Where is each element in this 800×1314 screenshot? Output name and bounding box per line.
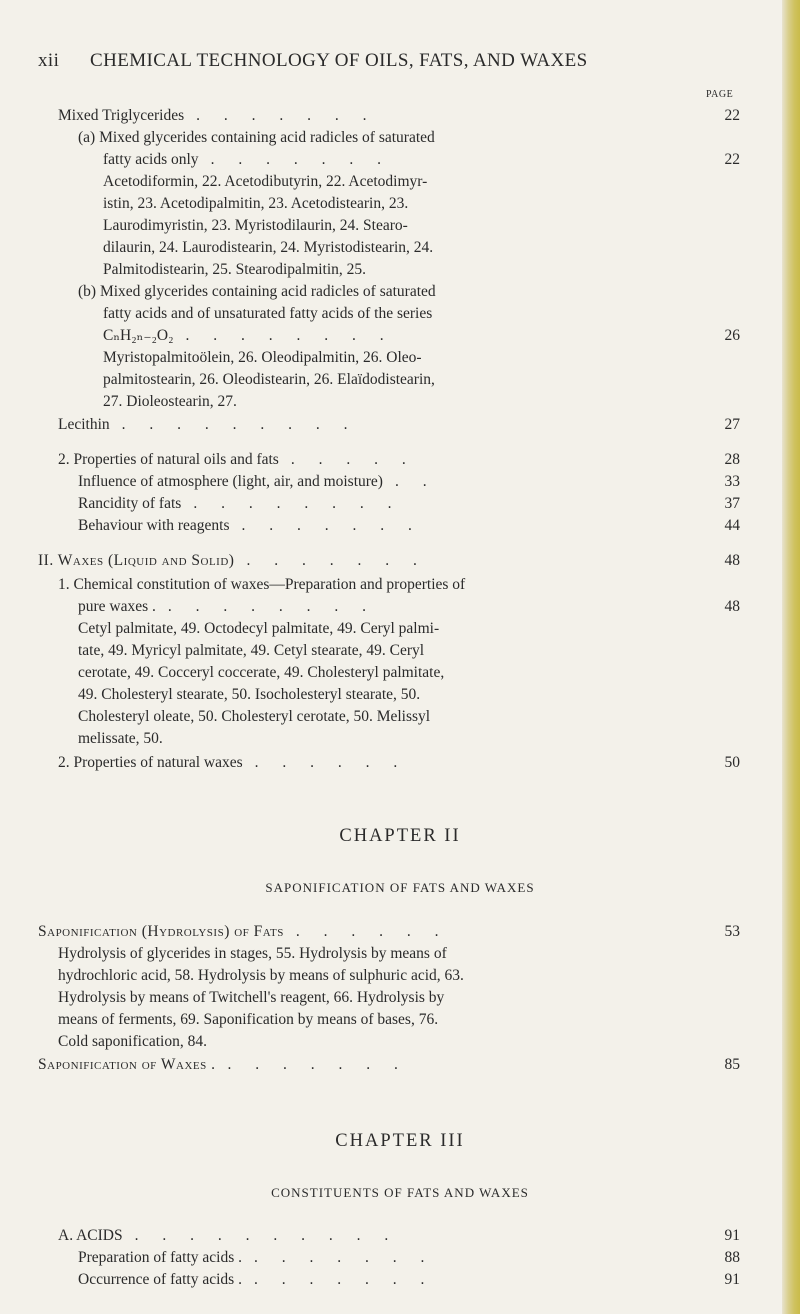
toc-entry: Cetyl palmitate, 49. Octodecyl palmitate, 49. Ceryl palmi- [78,620,440,637]
toc-page: 22 [724,107,740,124]
toc-entry: 49. Cholesteryl stearate, 50. Isocholesteryl stearate, 50. [78,686,421,703]
toc-page: 27 [724,416,740,433]
toc-page: 48 [724,552,740,569]
toc-entry: Palmitodistearin, 25. Stearodipalmitin, 25. [103,261,367,278]
toc-page: 37 [724,495,740,512]
toc-entry: dilaurin, 24. Laurodistearin, 24. Myristodistearin, 24. [103,239,434,256]
toc-page: 91 [724,1271,740,1288]
toc-entry: (b) Mixed glycerides containing acid radicles of saturated [78,283,436,300]
toc-entry: fatty acids and of unsaturated fatty acids of the series [103,305,433,322]
toc-entry: 1. Chemical constitution of waxes—Preparation and properties of [58,576,466,593]
toc-page: 22 [724,151,740,168]
toc-page: 28 [724,451,740,468]
toc-entry: (a) Mixed glycerides containing acid radicles of saturated [78,129,435,146]
toc-entry: Behaviour with reagents . . . . . . . [78,517,422,534]
toc-entry: 27. Dioleostearin, 27. [103,393,237,410]
toc-entry: 2. Properties of natural oils and fats . . . . . [58,451,416,468]
toc-entry: hydrochloric acid, 58. Hydrolysis by means of sulphuric acid, 63. [58,967,464,984]
toc-entry: Laurodimyristin, 23. Myristodilaurin, 24. Stearo- [103,217,408,234]
toc-entry: Hydrolysis of glycerides in stages, 55. Hydrolysis by means of [58,945,447,962]
toc-section-heading: Saponification of Waxes . . . . . . . . [38,1056,408,1073]
toc-entry: Acetodiformin, 22. Acetodibutyrin, 22. Acetodimyr- [103,173,428,190]
toc-page: 33 [724,473,740,490]
toc-page: 44 [724,517,740,534]
toc-entry: Cold saponification, 84. [58,1033,207,1050]
toc-entry: Influence of atmosphere (light, air, and moisture) . . [78,473,437,490]
toc-entry: Cholesteryl oleate, 50. Cholesteryl cerotate, 50. Melissyl [78,708,431,725]
toc-page: 53 [724,923,740,940]
toc-entry: istin, 23. Acetodipalmitin, 23. Acetodistearin, 23. [103,195,409,212]
running-header [38,50,738,72]
chapter-heading: CHAPTER II [339,826,461,846]
toc-entry: Occurrence of fatty acids . . . . . . . . [78,1271,435,1288]
toc-entry: Preparation of fatty acids . . . . . . . . [78,1249,435,1266]
chapter-subtitle: CONSTITUENTS OF FATS AND WAXES [271,1185,529,1200]
toc-page: 91 [724,1227,740,1244]
toc-entry: Lecithin . . . . . . . . . [58,416,358,433]
toc-entry: pure waxes . . . . . . . . . [78,598,377,615]
page-edge-binding [782,0,800,1314]
toc-page: 26 [724,327,740,344]
chapter-subtitle: SAPONIFICATION OF FATS AND WAXES [265,880,535,895]
toc-entry: tate, 49. Myricyl palmitate, 49. Cetyl stearate, 49. Ceryl [78,642,425,659]
toc-entry: palmitostearin, 26. Oleodistearin, 26. Elaïdodistearin, [103,371,435,388]
toc-entry: cerotate, 49. Cocceryl coccerate, 49. Cholesteryl palmitate, [78,664,445,681]
book-title: CHEMICAL TECHNOLOGY OF OILS, FATS, AND WAXES [90,50,588,71]
toc-page: 85 [724,1056,740,1073]
chapter-heading: CHAPTER III [335,1131,465,1151]
toc-entry: Rancidity of fats . . . . . . . . [78,495,402,512]
toc-entry: melissate, 50. [78,730,163,747]
toc-section-heading: II. Waxes (Liquid and Solid) . . . . . . . [38,552,427,569]
toc-page: 48 [724,598,740,615]
toc-entry: means of ferments, 69. Saponification by means of bases, 76. [58,1011,439,1028]
page-column-label: PAGE [706,89,734,100]
toc-page: 88 [724,1249,740,1266]
toc-entry: CₙH₂ₙ₋₂O₂ . . . . . . . . [103,327,394,344]
toc-entry: fatty acids only . . . . . . . [103,151,391,168]
toc-section-heading: A. ACIDS . . . . . . . . . . [58,1227,399,1244]
toc-section-heading: Saponification (Hydrolysis) of Fats . . . . . . [38,923,449,940]
toc-entry: Mixed Triglycerides . . . . . . . [58,107,377,124]
toc-page: 50 [724,754,740,771]
toc-entry: 2. Properties of natural waxes . . . . . . [58,754,408,771]
toc-entry: Hydrolysis by means of Twitchell's reagent, 66. Hydrolysis by [58,989,445,1006]
toc-entry: Myristopalmitoölein, 26. Oleodipalmitin, 26. Oleo- [103,349,422,366]
page-number: xii [38,50,60,71]
